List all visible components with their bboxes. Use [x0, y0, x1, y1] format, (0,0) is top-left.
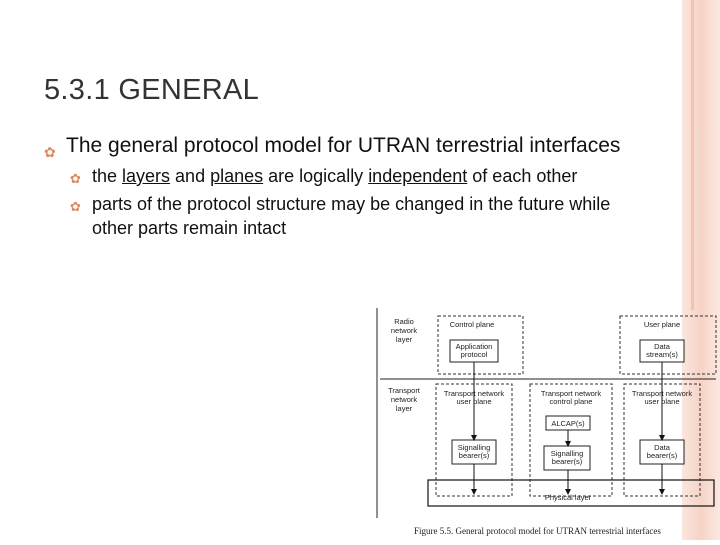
- tn-user-plane-left-label: Transport network user plane: [443, 389, 505, 406]
- protocol-model-figure: [372, 304, 720, 540]
- bullet-item: [44, 132, 644, 160]
- gear-icon: ✿: [70, 171, 81, 186]
- slide-title: 5.3.1 GENERAL: [44, 74, 260, 106]
- decorative-frame-line: [691, 0, 694, 310]
- gear-icon: ✿: [70, 199, 81, 214]
- tn-control-plane-label: Transport network control plane: [540, 389, 602, 406]
- bullet-list: [44, 132, 644, 240]
- transport-layer-label: Transport network layer: [388, 386, 420, 413]
- data-streams-label: Data stream(s): [646, 342, 678, 359]
- physical-layer-label: Physical layer: [544, 493, 592, 502]
- radio-layer-label: Radio network layer: [390, 317, 418, 344]
- data-bearers-label: Data bearer(s): [646, 443, 678, 460]
- sub-bullet-item: [70, 164, 644, 188]
- tn-user-plane-right-label: Transport network user plane: [631, 389, 693, 406]
- protocol-model-diagram: [372, 304, 720, 540]
- control-plane-label: Control plane: [449, 320, 495, 329]
- figure-caption: Figure 5.5. General protocol model for UTRAN terrestrial interfaces: [414, 526, 661, 536]
- application-protocol-label: Application protocol: [455, 342, 493, 359]
- gear-icon: ✿: [44, 144, 56, 160]
- underlined-word: layers: [122, 166, 171, 186]
- alcap-label: ALCAP(s): [551, 419, 585, 428]
- underlined-word: independent: [368, 166, 468, 186]
- underlined-word: planes: [210, 166, 264, 186]
- bullet-text: The general protocol model for UTRAN terrestrial interfaces: [66, 134, 621, 157]
- signalling-bearer-mid-label: Signalling bearer(s): [550, 449, 584, 466]
- sub-bullet-text: parts of the protocol structure may be changed in the future while other parts remain intact: [92, 194, 611, 238]
- sub-bullet-item: [70, 192, 644, 240]
- signalling-bearer-left-label: Signalling bearer(s): [457, 443, 491, 460]
- sub-bullet-text: the layers and planes are logically independent of each other: [92, 166, 578, 186]
- user-plane-label: User plane: [643, 320, 681, 329]
